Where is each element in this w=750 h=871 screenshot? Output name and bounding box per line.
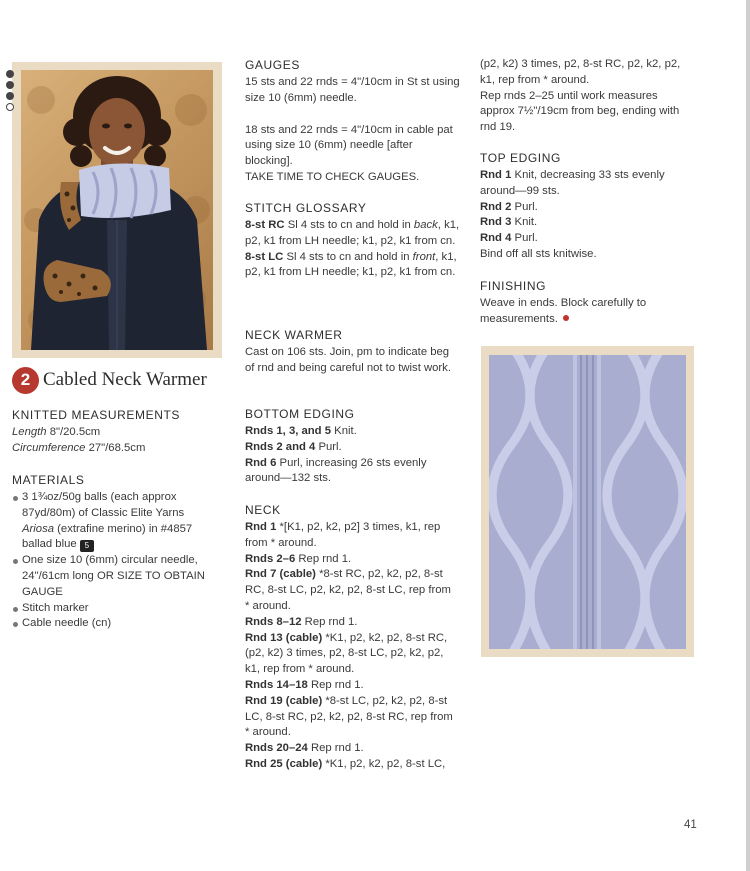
neck-row — [245, 757, 457, 773]
measurements-heading: KNITTED MEASUREMENTS — [12, 408, 181, 422]
row-label: Rnd 4 — [480, 232, 512, 245]
row-text: *8-st LC, p2, k2, p2, 8-st LC, 8-st RC, p2, k2, p2, 8-st RC, rep from * around. — [245, 694, 453, 739]
neck-row — [245, 678, 457, 694]
length-value: 8"/20.5cm — [49, 426, 101, 438]
neck-row — [245, 694, 457, 741]
neck-row — [245, 615, 457, 631]
row-text: *K1, p2, k2, p2, 8-st LC, — [325, 757, 446, 770]
row-text: Knit. — [334, 425, 357, 437]
model-photo — [21, 70, 213, 350]
top-edging-heading: TOP EDGING — [480, 151, 561, 165]
row-label: Rnds 8–12 — [245, 615, 302, 628]
page-number: 41 — [684, 819, 697, 831]
finishing-line — [480, 296, 680, 328]
length-line — [12, 425, 227, 441]
neck-row — [245, 552, 457, 568]
row-label: Rnds 1, 3, and 5 — [245, 425, 332, 437]
materials-section — [12, 473, 217, 632]
materials-item: One size 10 (6mm) circular needle, 24"/61cm long OR SIZE TO OBTAIN GAUGE — [12, 553, 217, 600]
glossary-heading: STITCH GLOSSARY — [245, 201, 367, 215]
gauges-heading: GAUGES — [245, 58, 300, 72]
neck-row — [245, 520, 457, 552]
row-label: Rnd 1 — [245, 521, 277, 533]
bind-off-text: Bind off all sts knitwise. — [480, 247, 597, 260]
row-text: *[K1, p2, k2, p2] 3 times, k1, rep from * around. — [245, 521, 441, 549]
bottom-edging-row — [245, 424, 457, 440]
row-text: Rep rnd 1. — [298, 552, 352, 565]
row-label: Rnd 6 — [245, 456, 277, 469]
gauge-cable: 18 sts and 22 rnds = 4"/10cm in cable pat using size 10 (6mm) needle [after blocking]. — [245, 123, 453, 168]
pattern-title: Cabled Neck Warmer — [43, 369, 207, 390]
top-edging-section — [480, 151, 695, 263]
rc-text-a: Sl 4 sts to cn and hold in — [287, 219, 411, 231]
top-edging-row — [480, 168, 695, 200]
neck-row — [245, 631, 457, 678]
circumference-value: 27"/68.5cm — [88, 441, 146, 454]
circumference-label: Circumference — [12, 441, 86, 454]
row-text: Purl. — [514, 200, 538, 213]
row-text: Rep rnd 1. — [310, 742, 364, 755]
yarn-name: Ariosa — [22, 522, 55, 535]
top-edging-row — [480, 200, 695, 216]
materials-list — [12, 490, 217, 632]
model-illustration — [21, 70, 213, 350]
rc-label: 8-st RC — [245, 219, 285, 231]
rc-position: back — [413, 219, 438, 231]
neck-heading: NECK — [245, 503, 281, 517]
row-label: Rnds 2–6 — [245, 552, 296, 565]
yarn-weight-icon: 5 — [80, 540, 94, 552]
bottom-edging-row — [245, 456, 457, 488]
gauges-section — [245, 58, 463, 186]
row-label: Rnds 2 and 4 — [245, 440, 316, 453]
skill-level-dots — [6, 70, 14, 114]
row-label: Rnd 1 — [480, 169, 512, 181]
bottom-edging-heading: BOTTOM EDGING — [245, 407, 355, 421]
row-label: Rnd 25 (cable) — [245, 757, 323, 770]
yarn-description: 3 1¾oz/50g balls (each approx 87yd/80m) of Classic Elite Yarns — [22, 491, 185, 519]
row-text: *8-st RC, p2, k2, p2, 8-st RC, 8-st LC, p2, k2, p2, 8-st LC, rep from * around. — [245, 568, 451, 612]
neck-row — [245, 567, 457, 614]
row-text: Purl, increasing 26 sts evenly around—132 sts. — [245, 456, 427, 485]
materials-heading: MATERIALS — [12, 473, 85, 487]
gauge-check: TAKE TIME TO CHECK GAUGES. — [245, 170, 420, 183]
lc-label: 8-st LC — [245, 250, 284, 263]
neck-warmer-section — [245, 328, 457, 377]
neck-section — [245, 503, 457, 773]
skill-dot-empty — [6, 103, 14, 111]
row-label: Rnd 3 — [480, 216, 512, 229]
bottom-edging-row — [245, 440, 457, 456]
neck-warmer-heading: NECK WARMER — [245, 328, 343, 342]
row-text: *K1, p2, k2, p2, 8-st RC, (p2, k2) 3 times, p2, 8-st LC, p2, k2, p2, k1, rep from * around. — [245, 631, 448, 676]
row-label: Rnds 14–18 — [245, 678, 308, 691]
finishing-text: Weave in ends. Block carefully to measurements. — [480, 297, 647, 325]
model-photo-frame — [12, 62, 222, 358]
lc-text-a: Sl 4 sts to cn and hold in — [286, 250, 410, 263]
continuation-text: (p2, k2) 3 times, p2, 8-st RC, p2, k2, p2, k1, rep from * around. — [480, 58, 681, 86]
finishing-heading: FINISHING — [480, 279, 547, 293]
row-label: Rnd 19 (cable) — [245, 694, 323, 707]
glossary-rc — [245, 218, 463, 250]
skill-dot — [6, 81, 14, 89]
row-label: Rnds 20–24 — [245, 742, 308, 755]
materials-item: Stitch marker — [12, 601, 217, 617]
row-text: Purl. — [318, 440, 342, 453]
materials-item — [12, 490, 217, 553]
yarn-color: (extrafine merino) in #4857 ballad blue — [22, 522, 193, 551]
page-edge — [746, 0, 750, 871]
glossary-lc — [245, 250, 463, 282]
row-text: Rep rnd 1. — [310, 678, 364, 691]
lc-position: front — [412, 250, 436, 263]
row-text: Knit, decreasing 33 sts evenly around—99 sts. — [480, 169, 665, 197]
pattern-number-badge: 2 — [12, 367, 39, 394]
lc-text-b: , k1, p2, k1 from LH needle; k1, p2, k1 from cn. — [245, 250, 457, 279]
gauge-stockinette: 15 sts and 22 rnds = 4"/10cm in St st using size 10 (6mm) needle. — [245, 76, 460, 104]
top-edging-row — [480, 215, 695, 231]
row-label: Rnd 2 — [480, 200, 512, 213]
neck-warmer-text: Cast on 106 sts. Join, pm to indicate beg of rnd and being careful not to twist work. — [245, 346, 451, 374]
finishing-section — [480, 279, 680, 328]
end-mark-icon — [563, 315, 569, 321]
materials-item: Cable needle (cn) — [12, 616, 217, 632]
length-label: Length — [12, 426, 47, 438]
circumference-line — [12, 441, 227, 457]
neck-row — [245, 741, 457, 757]
top-edging-row — [480, 231, 695, 247]
row-text: Purl. — [514, 232, 538, 245]
row-text: Rep rnd 1. — [304, 615, 358, 628]
row-label: Rnd 13 (cable) — [245, 631, 323, 644]
continuation-section — [480, 57, 695, 136]
measurements-section — [12, 408, 227, 457]
skill-dot — [6, 92, 14, 100]
skill-dot — [6, 70, 14, 78]
row-text: Knit. — [514, 216, 538, 229]
pattern-title-row — [12, 365, 207, 395]
rc-text-b: , k1, p2, k1 from LH needle; k1, p2, k1 from cn. — [245, 219, 460, 247]
row-label: Rnd 7 (cable) — [245, 568, 316, 581]
bottom-edging-section — [245, 407, 457, 487]
cable-swatch-illustration — [489, 355, 686, 649]
glossary-section — [245, 201, 463, 281]
swatch-photo-frame — [481, 346, 694, 657]
swatch-photo — [489, 355, 686, 649]
repeat-instruction: Rep rnds 2–25 until work measures approx 7½"/19cm from beg, ending with rnd 19. — [480, 89, 680, 134]
